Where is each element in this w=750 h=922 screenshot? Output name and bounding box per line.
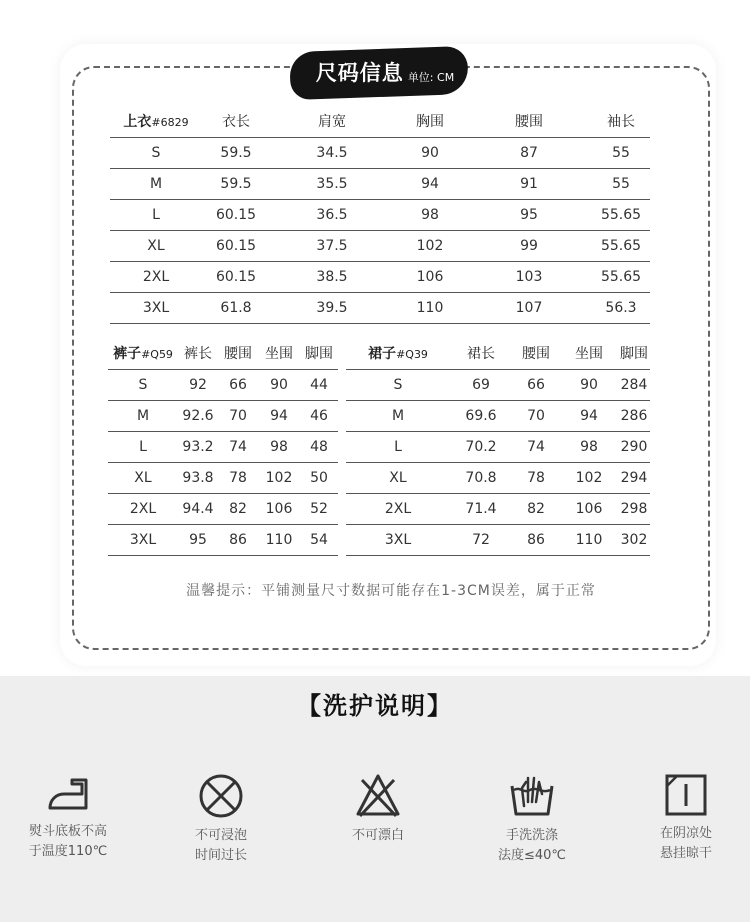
measurement-cell: 70	[512, 400, 560, 431]
measurement-cell: 38.5	[270, 261, 394, 292]
measurement-cell: 94	[394, 168, 466, 199]
line-dry-shade-icon	[663, 772, 709, 818]
size-label-cell: XL	[110, 230, 202, 261]
measurement-cell: 106	[560, 493, 618, 524]
measurement-cell: 55	[592, 168, 650, 199]
size-label-cell: S	[346, 369, 450, 400]
measurement-cell: 59.5	[202, 137, 270, 168]
measurement-cell: 302	[618, 524, 650, 555]
skirt-size-table	[346, 338, 650, 556]
size-label-cell: M	[108, 400, 178, 431]
measurement-cell: 95	[466, 199, 592, 230]
measurement-cell: 44	[300, 369, 338, 400]
measurement-cell: 55	[592, 137, 650, 168]
measurement-cell: 71.4	[450, 493, 512, 524]
size-label-cell: M	[346, 400, 450, 431]
measurement-cell: 102	[394, 230, 466, 261]
measurement-cell: 70	[218, 400, 258, 431]
measurement-cell: 92	[178, 369, 218, 400]
table-row	[346, 462, 650, 493]
measurement-tip: 温馨提示：平铺测量尺寸数据可能存在1-3CM误差，属于正常	[186, 583, 596, 599]
table-header-row	[108, 338, 338, 369]
measurement-cell: 37.5	[270, 230, 394, 261]
care-label: 手洗洗涤 法度≤40℃	[497, 828, 567, 863]
column-header: 衣长	[202, 106, 270, 137]
table-row	[110, 292, 650, 323]
table-header-row	[346, 338, 650, 369]
column-header: 脚围	[618, 338, 650, 369]
measurement-cell: 60.15	[202, 230, 270, 261]
size-unit-text: 单位: CM	[407, 71, 455, 84]
measurement-cell: 82	[218, 493, 258, 524]
measurement-cell: 94	[560, 400, 618, 431]
measurement-cell: 106	[258, 493, 300, 524]
measurement-cell: 90	[560, 369, 618, 400]
table-row	[346, 400, 650, 431]
table-row	[108, 493, 338, 524]
measurement-cell: 103	[466, 261, 592, 292]
measurement-cell: 286	[618, 400, 650, 431]
measurement-cell: 94.4	[178, 493, 218, 524]
size-label-cell: 2XL	[108, 493, 178, 524]
measurement-cell: 106	[394, 261, 466, 292]
table-row	[108, 524, 338, 555]
measurement-cell: 82	[512, 493, 560, 524]
table-row	[346, 524, 650, 555]
size-label-cell: XL	[346, 462, 450, 493]
garment-name-cell	[346, 338, 450, 369]
measurement-cell: 93.2	[178, 431, 218, 462]
care-item-iron	[8, 772, 128, 862]
no-bleach-icon	[354, 772, 402, 820]
garment-name-cell	[108, 338, 178, 369]
measurement-cell: 98	[394, 199, 466, 230]
column-header: 坐围	[258, 338, 300, 369]
iron-icon	[46, 772, 90, 816]
table-row	[108, 400, 338, 431]
measurement-cell: 290	[618, 431, 650, 462]
care-label: 熨斗底板不高 于温度110℃	[28, 824, 108, 859]
table-row	[346, 369, 650, 400]
measurement-cell: 69	[450, 369, 512, 400]
size-label-cell: XL	[108, 462, 178, 493]
column-header: 脚围	[300, 338, 338, 369]
column-header: 腰围	[466, 106, 592, 137]
measurement-cell: 70.2	[450, 431, 512, 462]
size-title-text: 尺码信息	[315, 61, 404, 85]
garment-code: #Q59	[141, 348, 173, 362]
measurement-cell: 59.5	[202, 168, 270, 199]
column-header: 腰围	[218, 338, 258, 369]
size-label-cell: 3XL	[108, 524, 178, 555]
size-title	[300, 51, 470, 95]
measurement-cell: 46	[300, 400, 338, 431]
table-row	[346, 493, 650, 524]
measurement-cell: 102	[560, 462, 618, 493]
measurement-cell: 294	[618, 462, 650, 493]
care-title: 【洗护说明】	[297, 692, 453, 720]
measurement-cell: 90	[258, 369, 300, 400]
measurement-cell: 110	[560, 524, 618, 555]
size-label-cell: L	[108, 431, 178, 462]
no-soak-icon	[197, 772, 245, 820]
measurement-cell: 69.6	[450, 400, 512, 431]
measurement-cell: 110	[258, 524, 300, 555]
measurement-cell: 74	[512, 431, 560, 462]
care-label: 不可漂白	[351, 828, 404, 843]
measurement-cell: 36.5	[270, 199, 394, 230]
size-label-cell: L	[110, 199, 202, 230]
care-item-line-dry	[626, 772, 746, 864]
measurement-cell: 52	[300, 493, 338, 524]
measurement-cell: 78	[218, 462, 258, 493]
measurement-cell: 60.15	[202, 199, 270, 230]
measurement-cell: 61.8	[202, 292, 270, 323]
measurement-cell: 55.65	[592, 199, 650, 230]
garment-name: 裤子	[113, 346, 142, 363]
column-header: 坐围	[560, 338, 618, 369]
column-header: 裤长	[178, 338, 218, 369]
measurement-cell: 102	[258, 462, 300, 493]
size-label-cell: 2XL	[110, 261, 202, 292]
table-row	[110, 168, 650, 199]
measurement-cell: 66	[218, 369, 258, 400]
garment-name: 上衣	[123, 114, 152, 131]
care-label: 在阴凉处 悬挂晾干	[659, 826, 712, 861]
measurement-cell: 35.5	[270, 168, 394, 199]
table-row	[108, 369, 338, 400]
measurement-cell: 55.65	[592, 230, 650, 261]
size-label-cell: 3XL	[346, 524, 450, 555]
measurement-cell: 93.8	[178, 462, 218, 493]
measurement-cell: 298	[618, 493, 650, 524]
measurement-cell: 56.3	[592, 292, 650, 323]
size-label-cell: S	[110, 137, 202, 168]
care-item-no-bleach	[318, 772, 438, 846]
measurement-cell: 92.6	[178, 400, 218, 431]
measurement-cell: 72	[450, 524, 512, 555]
measurement-cell: 95	[178, 524, 218, 555]
size-label-cell: S	[108, 369, 178, 400]
measurement-cell: 91	[466, 168, 592, 199]
top-size-table	[110, 106, 650, 324]
measurement-cell: 66	[512, 369, 560, 400]
measurement-cell: 99	[466, 230, 592, 261]
size-label-cell: L	[346, 431, 450, 462]
measurement-cell: 110	[394, 292, 466, 323]
care-item-hand-wash	[472, 772, 592, 866]
column-header: 肩宽	[270, 106, 394, 137]
pants-size-table	[108, 338, 338, 556]
table-row	[110, 230, 650, 261]
column-header: 袖长	[592, 106, 650, 137]
column-header: 裙长	[450, 338, 512, 369]
measurement-cell: 107	[466, 292, 592, 323]
measurement-cell: 86	[512, 524, 560, 555]
measurement-cell: 87	[466, 137, 592, 168]
measurement-cell: 74	[218, 431, 258, 462]
table-row	[110, 137, 650, 168]
measurement-cell: 55.65	[592, 261, 650, 292]
measurement-cell: 50	[300, 462, 338, 493]
garment-code: #6829	[151, 116, 189, 130]
measurement-cell: 60.15	[202, 261, 270, 292]
table-row	[110, 261, 650, 292]
measurement-cell: 54	[300, 524, 338, 555]
table-row	[108, 431, 338, 462]
measurement-cell: 70.8	[450, 462, 512, 493]
care-label: 不可浸泡 时间过长	[194, 828, 247, 863]
size-label-cell: 2XL	[346, 493, 450, 524]
table-header-row	[110, 106, 650, 137]
size-label-cell: M	[110, 168, 202, 199]
table-row	[346, 431, 650, 462]
measurement-cell: 284	[618, 369, 650, 400]
table-row	[110, 199, 650, 230]
garment-code: #Q39	[396, 348, 428, 362]
care-item-no-soak	[161, 772, 281, 866]
hand-wash-icon	[508, 772, 556, 820]
measurement-cell: 78	[512, 462, 560, 493]
measurement-cell: 86	[218, 524, 258, 555]
measurement-cell: 98	[560, 431, 618, 462]
column-header: 胸围	[394, 106, 466, 137]
measurement-cell: 94	[258, 400, 300, 431]
table-row	[108, 462, 338, 493]
measurement-cell: 48	[300, 431, 338, 462]
column-header: 腰围	[512, 338, 560, 369]
size-label-cell: 3XL	[110, 292, 202, 323]
measurement-cell: 34.5	[270, 137, 394, 168]
measurement-cell: 90	[394, 137, 466, 168]
garment-name-cell	[110, 106, 202, 137]
measurement-cell: 98	[258, 431, 300, 462]
garment-name: 裙子	[368, 346, 397, 363]
measurement-cell: 39.5	[270, 292, 394, 323]
